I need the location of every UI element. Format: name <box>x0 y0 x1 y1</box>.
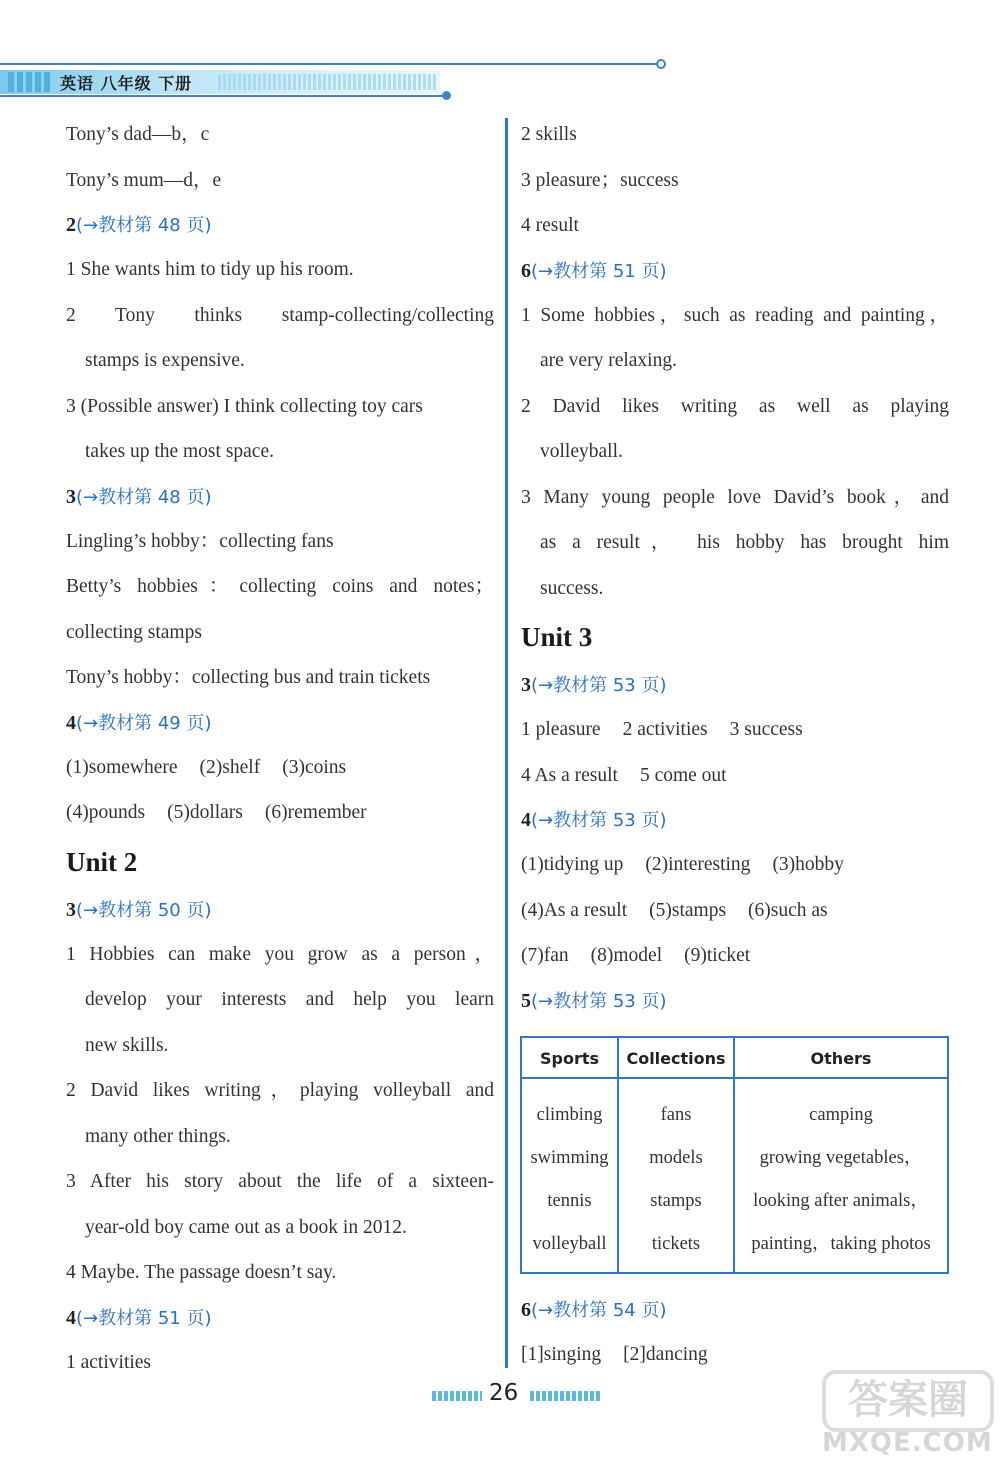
exercise-number: 2 <box>66 214 76 236</box>
answer-item: (8)model <box>590 945 663 966</box>
unit-heading: Unit 3 <box>521 622 593 652</box>
answer-line: year-old boy came out as a book in 2012. <box>85 1216 407 1238</box>
exercise-number: 4 <box>66 1306 76 1329</box>
table-header-collections: Collections <box>626 1049 726 1068</box>
table-cell: stamps <box>650 1191 702 1211</box>
exercise-ref <box>521 249 949 293</box>
answer-line: develop your interests and help you learn <box>85 989 494 1010</box>
answer-line: 2 Tony thinks stamp-collecting/collecting <box>66 304 494 326</box>
exercise-ref <box>66 203 494 247</box>
exercise-ref <box>66 1296 494 1340</box>
exercise-ref <box>66 701 494 745</box>
answer-item: (6)remember <box>264 802 367 823</box>
table-cell: painting，taking photos <box>751 1234 931 1254</box>
unit-heading: Unit 2 <box>66 846 138 877</box>
answer-line: 4 Maybe. The passage doesn’t say. <box>66 1262 337 1283</box>
textbook-page-ref: (→教材第 53 页) <box>531 990 667 1012</box>
textbook-page-ref: (→教材第 48 页) <box>76 486 212 508</box>
header-decoration-block <box>8 72 50 92</box>
answer-line <box>66 745 494 791</box>
table-cell: models <box>649 1148 703 1168</box>
table-cell: climbing <box>536 1105 603 1125</box>
answer-line: 2 David likes writing as well as playing <box>521 395 949 417</box>
answer-line <box>521 933 949 979</box>
exercise-number: 3 <box>66 898 76 921</box>
watermark-url: MXQE.COM <box>822 1428 993 1458</box>
answer-line: 3 (Possible answer) I think collecting toy cars <box>66 395 423 417</box>
answer-line: success. <box>540 577 604 599</box>
answer-line: 3 pleasure；success <box>521 169 679 191</box>
right-column <box>521 112 949 1023</box>
header-decoration-stripes <box>218 74 438 90</box>
answer-line: Betty’s hobbies：collecting coins and notes； <box>66 576 494 597</box>
answer-line: volleyball. <box>540 441 623 462</box>
answer-line: collecting stamps <box>66 621 202 643</box>
exercise-number: 6 <box>521 259 531 282</box>
answer-line: 1 activities <box>66 1351 152 1373</box>
column-divider <box>505 118 508 1368</box>
textbook-page-ref: (→教材第 51 页) <box>531 260 667 282</box>
answer-line: Lingling’s hobby：collecting fans <box>66 530 334 552</box>
exercise-ref <box>66 888 494 932</box>
textbook-page-ref: (→教材第 48 页) <box>76 215 212 236</box>
answer-item: (6)such as <box>748 899 828 921</box>
answer-line <box>521 842 949 888</box>
answer-item: 5 come out <box>639 764 727 786</box>
answer-item: (4)pounds <box>66 802 146 823</box>
table-cell: looking after animals， <box>753 1191 929 1211</box>
answer-line: Tony’s mum—d，e <box>66 169 222 191</box>
answer-line: 3 After his story about the life of a sixteen- <box>66 1171 494 1192</box>
answer-item: (9)ticket <box>684 945 751 966</box>
left-column <box>66 112 494 1385</box>
footer-decoration <box>432 1391 482 1401</box>
header-rule-dot <box>442 91 451 100</box>
table-column-sports <box>522 1094 617 1266</box>
answer-line: 2 David likes writing，playing volleyball and <box>66 1080 494 1101</box>
answer-item: (5)stamps <box>649 899 727 921</box>
answer-item: (1)tidying up <box>521 854 624 875</box>
table-header-sports: Sports <box>539 1049 600 1068</box>
header-rule-top <box>0 63 660 65</box>
answer-line: are very relaxing. <box>540 350 677 371</box>
page-header-title: 英语 八年级 下册 <box>60 74 193 93</box>
table-cell: swimming <box>530 1148 609 1168</box>
answer-item: 3 success <box>729 719 803 740</box>
exercise-number: 4 <box>66 711 76 734</box>
table-column-collections <box>619 1094 733 1266</box>
exercise-ref <box>521 798 949 842</box>
textbook-page-ref: (→教材第 51 页) <box>76 1307 212 1329</box>
page-number: 26 <box>489 1380 519 1406</box>
answer-item: (1)somewhere <box>66 756 178 778</box>
answer-line: 1 Some hobbies，such as reading and painting， <box>521 304 949 326</box>
answer-item: 2 activities <box>622 719 708 740</box>
answer-line: Tony’s hobby：collecting bus and train tickets <box>66 667 431 688</box>
table-cell: tickets <box>651 1234 701 1254</box>
answer-line: takes up the most space. <box>85 441 274 462</box>
exercise-number: 4 <box>521 809 531 831</box>
right-column-continued <box>521 1288 949 1378</box>
hobby-category-table <box>520 1036 949 1274</box>
textbook-page-ref: (→教材第 50 页) <box>76 899 212 921</box>
answer-item: (2)interesting <box>645 854 751 875</box>
table-header-others: Others <box>810 1049 872 1068</box>
answer-line <box>66 790 494 836</box>
header-rule-dot <box>656 59 666 69</box>
exercise-number: 3 <box>521 674 531 696</box>
exercise-ref <box>521 979 949 1023</box>
answer-item: (7)fan <box>521 945 569 966</box>
answer-line <box>521 753 949 799</box>
watermark-logo: 答案圈 <box>822 1370 994 1432</box>
textbook-page-ref: (→教材第 53 页) <box>531 810 667 831</box>
answer-line: 1 She wants him to tidy up his room. <box>66 259 354 280</box>
textbook-page-ref: (→教材第 54 页) <box>531 1300 667 1321</box>
table-cell: camping <box>809 1105 873 1125</box>
answer-line: new skills. <box>85 1034 169 1056</box>
textbook-page-ref: (→教材第 53 页) <box>531 675 667 696</box>
exercise-number: 5 <box>521 989 531 1012</box>
table-column-others <box>735 1094 947 1266</box>
answer-item: (3)hobby <box>772 854 844 875</box>
answer-line: many other things. <box>85 1125 231 1147</box>
exercise-ref <box>66 475 494 519</box>
answer-item: (2)shelf <box>199 756 261 778</box>
answer-item: (4)As a result <box>521 899 628 921</box>
header-rule-bottom <box>0 95 445 97</box>
answer-line: 1 Hobbies can make you grow as a person， <box>66 943 494 965</box>
table-cell: tennis <box>547 1191 592 1211</box>
answer-line: 2 skills <box>521 124 577 145</box>
answer-line: 4 result <box>521 215 579 236</box>
answer-line: stamps is expensive. <box>85 350 245 371</box>
table-cell: volleyball <box>532 1234 607 1254</box>
exercise-ref <box>521 663 949 707</box>
table-cell: growing vegetables， <box>759 1148 923 1168</box>
exercise-number: 6 <box>521 1299 531 1321</box>
answer-line: Tony’s dad—b，c <box>66 124 210 145</box>
answer-item: (5)dollars <box>167 802 243 823</box>
table-cell: fans <box>660 1105 692 1125</box>
answer-line <box>521 888 949 934</box>
exercise-number: 3 <box>66 485 76 508</box>
answer-item: [2]dancing <box>623 1344 708 1365</box>
answer-line: as a result， his hobby has brought him <box>540 532 949 553</box>
answer-item: 4 As a result <box>521 764 618 786</box>
exercise-ref <box>521 1288 949 1332</box>
answer-line <box>521 707 949 753</box>
footer-decoration <box>530 1391 600 1401</box>
textbook-page-ref: (→教材第 49 页) <box>76 712 212 734</box>
answer-line: 3 Many young people love David’s book，and <box>521 486 949 508</box>
answer-item: [1]singing <box>521 1344 602 1365</box>
answer-item: (3)coins <box>282 756 347 778</box>
answer-item: 1 pleasure <box>521 719 601 740</box>
